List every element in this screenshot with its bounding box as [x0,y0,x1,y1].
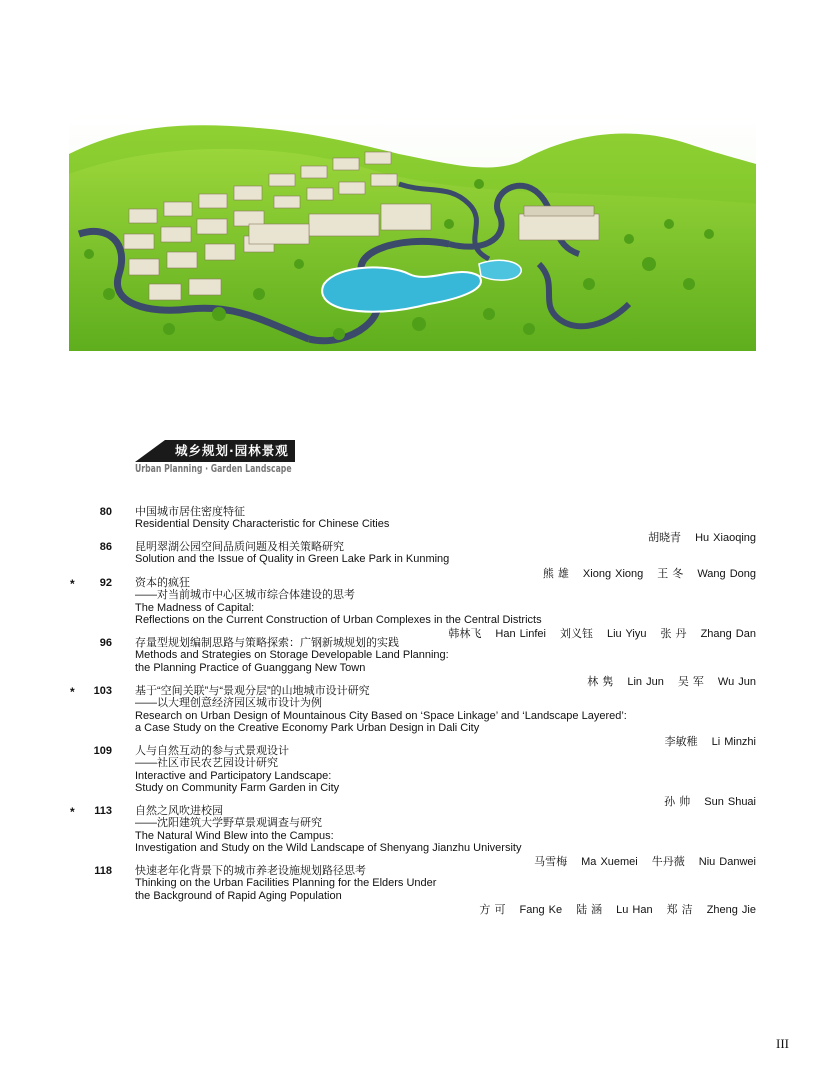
entry-title-line: 昆明翠湖公园空间品质问题及相关策略研究 [135,541,344,553]
entry-title [135,745,339,794]
section-title-zh: 城乡规划·园林景观 [175,443,289,458]
entry-title-line: the Planning Practice of Guanggang New Town [135,661,366,674]
author-name: Xiong Xiong [582,568,644,580]
author-name: Ma Xuemei [581,856,638,868]
entry-page-number: 113 [94,805,112,817]
entry-page-number: 92 [99,577,112,589]
entry-title [135,805,521,854]
entry-title-line: Research on Urban Design of Mountainous City Based on ‘Space Linkage’ and ‘Landscape Layered’: [135,709,627,722]
entry-title-line: Interactive and Participatory Landscape: [135,769,332,782]
author-name: 林 隽 [587,676,614,688]
entry-title [135,865,436,902]
entry-page-number: 86 [99,541,112,553]
entry-title-line: Reflections on the Current Construction of Urban Complexes in the Central Districts [135,613,542,626]
entry-title-line: Solution and the Issue of Quality in Green Lake Park in Kunming [135,553,450,566]
author-name: 刘义钰 [559,628,593,640]
entry-title [135,541,449,566]
author-name: 韩林飞 [448,628,482,640]
author-name: Liu Yiyu [606,628,647,640]
author-name: 陆 涵 [576,904,603,916]
entry-authors [634,529,756,545]
author-name: Hu Xiaoqing [695,532,756,544]
entry-title-line: 快速老年化背景下的城市养老设施规划路径思考 [135,865,366,877]
section-banner [135,440,295,462]
entry-title [135,577,542,626]
entry-authors [529,565,756,581]
author-name: Wang Dong [697,568,756,580]
author-name: 方 可 [479,904,506,916]
entry-authors [434,625,756,641]
author-name: 吴 军 [677,676,704,688]
featured-marker: * [70,685,75,699]
entry-page-number: 96 [99,637,112,649]
entry-title-line: Methods and Strategies on Storage Developable Land Planning: [135,649,449,662]
entry-title-line: The Natural Wind Blew into the Campus: [135,829,334,842]
author-name: 胡晓青 [648,532,682,544]
author-name: Niu Danwei [698,856,756,868]
entry-title-line: The Madness of Capital: [135,601,255,614]
author-name: 张 丹 [660,628,687,640]
entry-page-number: 118 [94,865,112,877]
author-name: 熊 雄 [542,568,569,580]
entry-title-line: a Case Study on the Creative Economy Park Urban Design in Dali City [135,721,480,734]
entry-title-line: 资本的疯狂 [135,577,190,589]
entry-authors [650,793,756,809]
entry-title-line: ——以大理创意经济园区城市设计为例 [135,697,322,710]
author-name: Wu Jun [717,676,756,688]
entry-title-line: 中国城市居住密度特征 [135,506,245,518]
entry-title [135,637,449,674]
author-name: Zheng Jie [706,904,756,916]
entry-authors [465,901,756,917]
author-name: 李敏稚 [664,736,698,748]
author-name: 孙 帅 [664,796,691,808]
author-name: Sun Shuai [704,796,756,808]
section-title-en: Urban Planning · Garden Landscape [135,463,292,475]
entry-authors [520,853,756,869]
featured-marker: * [70,577,75,591]
entry-title-line: Study on Community Farm Garden in City [135,781,340,794]
hero-landscape-rendering [69,114,756,351]
entry-page-number: 109 [93,745,112,757]
entry-title-line: 人与自然互动的参与式景观设计 [135,745,289,757]
author-name: Lu Han [616,904,653,916]
author-name: Lin Jun [627,676,664,688]
author-name: 马雪梅 [534,856,568,868]
page-number: III [776,1036,789,1051]
entry-title-line: ——沈阳建筑大学野草景观调查与研究 [135,817,322,830]
entry-title-line: ——对当前城市中心区城市综合体建设的思考 [135,589,355,602]
entry-authors [651,733,756,749]
entry-title-line: ——社区市民农艺园设计研究 [135,757,278,770]
entry-title-line: 基于“空间关联”与“景观分层”的山地城市设计研究 [135,685,370,697]
author-name: Zhang Dan [700,628,756,640]
entry-title-line: Thinking on the Urban Facilities Planning for the Elders Under [135,877,437,890]
author-name: 王 冬 [657,568,684,580]
entry-page-number: 80 [99,506,112,518]
author-name: 郑 洁 [666,904,693,916]
author-name: 牛丹薇 [651,856,685,868]
entry-title [135,685,627,734]
featured-marker: * [70,805,75,819]
entry-title [135,506,389,531]
entry-title-line: Investigation and Study on the Wild Landscape of Shenyang Jianzhu University [135,841,522,854]
author-name: Fang Ke [519,904,563,916]
author-name: Han Linfei [495,628,546,640]
entry-title-line: 存量型规划编制思路与策略探索：广钢新城规划的实践 [135,637,399,649]
entry-title-line: Residential Density Characteristic for Chinese Cities [135,518,390,531]
entry-page-number: 103 [93,685,112,697]
author-name: Li Minzhi [711,736,756,748]
entry-title-line: the Background of Rapid Aging Population [135,889,342,902]
entry-title-line: 自然之风吹进校园 [135,805,223,817]
